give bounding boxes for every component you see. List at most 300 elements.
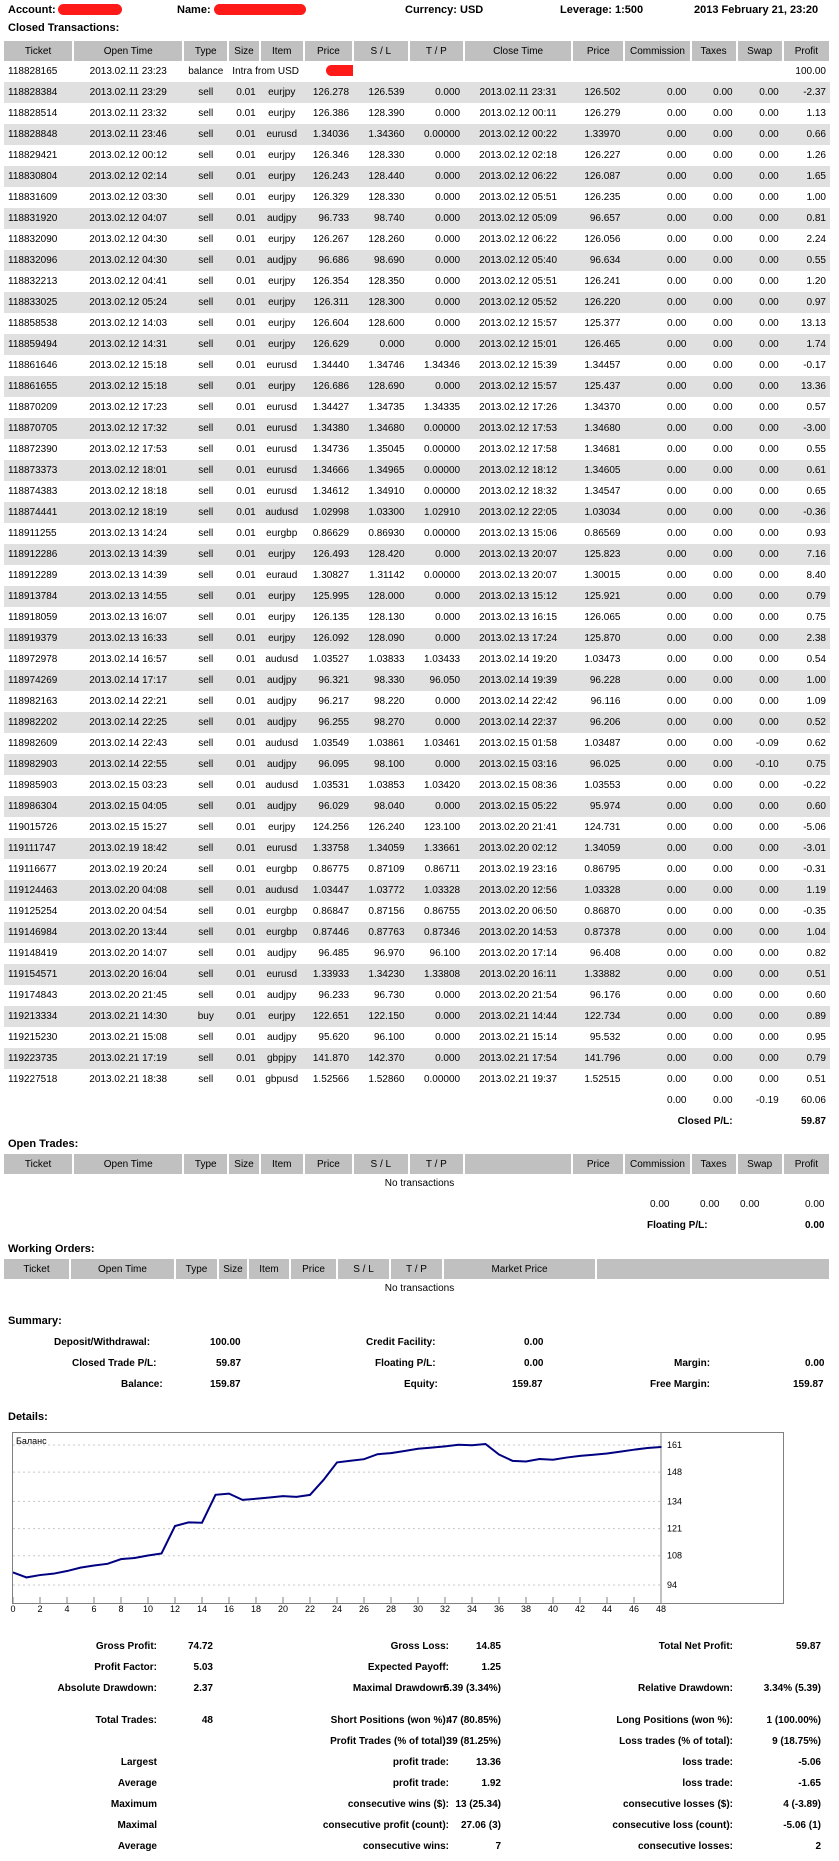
cell: eurusd: [260, 460, 304, 481]
cell: 118828848: [4, 124, 73, 145]
cell: 0.01: [236, 570, 256, 581]
cell: 119223735: [4, 1048, 73, 1069]
free-margin-value: 159.87: [793, 1379, 824, 1390]
summary-floating-label: Floating P/L:: [375, 1358, 436, 1369]
cell: -3.00: [783, 418, 830, 439]
cell: 0.000: [435, 696, 461, 707]
cell: 0.000: [353, 334, 409, 355]
cell: 2013.02.13 17:24: [464, 628, 572, 649]
column-header: Market Price: [443, 1259, 596, 1279]
open-trades-title: Open Trades:: [8, 1138, 79, 1150]
balance-point: [606, 1453, 608, 1455]
column-header: Commission: [624, 1154, 690, 1174]
cell: 0.62: [806, 738, 826, 749]
cell: 96.217: [318, 696, 350, 707]
cell: 128.390: [368, 108, 405, 119]
cell: 0.00: [713, 780, 733, 791]
cell: 2013.02.14 19:20: [479, 654, 558, 665]
cell: 128.600: [368, 318, 405, 329]
closed-pl-row: [4, 1111, 830, 1132]
cell: 0.00: [667, 738, 687, 749]
cell: 2013.02.20 21:41: [479, 822, 558, 833]
cell: 118832096: [4, 250, 73, 271]
cell: 0.00000: [409, 460, 465, 481]
table-row: [4, 691, 830, 712]
cell: 0.00: [737, 124, 783, 145]
cell: 0.00: [691, 838, 737, 859]
balance-point: [282, 1495, 284, 1497]
margin-label: Margin:: [674, 1358, 711, 1369]
cell: 118861655: [4, 376, 73, 397]
cell: 122.651: [304, 1006, 353, 1027]
cell: 2013.02.12 18:01: [73, 460, 183, 481]
cell: 96.255: [304, 712, 353, 733]
cell: sell: [183, 124, 228, 145]
column-header: Profit: [783, 1154, 830, 1174]
balance-point: [377, 1453, 379, 1455]
balance-point: [485, 1443, 487, 1445]
cell: 0.00: [624, 670, 690, 691]
cell: 2013.02.20 12:56: [464, 880, 572, 901]
cell: 119215230: [8, 1032, 58, 1043]
cell: 2013.02.12 18:18: [89, 486, 168, 497]
cell: 0.000: [409, 586, 465, 607]
totals-row: [4, 1090, 830, 1111]
table-row: [4, 187, 830, 208]
cell: 128.690: [353, 376, 409, 397]
balance-point: [228, 1493, 230, 1495]
total-net-profit-value: 59.87: [795, 1641, 821, 1652]
cell: 2013.02.12 02:14: [73, 166, 183, 187]
cell: 0.00: [759, 906, 779, 917]
deposit-value: 100.00: [210, 1337, 241, 1348]
cell: 98.270: [353, 712, 409, 733]
largest-lt-value: -5.06: [798, 1757, 821, 1768]
balance-chart-frame: [12, 1432, 784, 1604]
cell: sell: [198, 150, 214, 161]
cell: 1.13: [806, 108, 826, 119]
x-tick-label: 6: [91, 1604, 97, 1614]
cell: 0.00000: [409, 124, 465, 145]
cell: 0.00: [737, 292, 783, 313]
cell: 0.00: [713, 360, 733, 371]
avg-cw-value: 7: [495, 1841, 501, 1852]
cell: 118985903: [8, 780, 58, 791]
y-tick-label: 148: [667, 1467, 683, 1478]
cell: sell: [183, 418, 228, 439]
cell: 1.34965: [353, 460, 409, 481]
cell: 118873373: [4, 460, 73, 481]
cell: eurjpy: [260, 292, 304, 313]
table-row: [4, 1048, 830, 1069]
cell: 2013.02.12 00:11: [479, 108, 557, 119]
cell: 0.00: [667, 318, 687, 329]
x-tick-label: 8: [118, 1604, 124, 1614]
cell: 2013.02.14 22:55: [73, 754, 183, 775]
cell: 126.056: [584, 234, 621, 245]
cell: sell: [198, 780, 214, 791]
balance-point: [93, 1565, 95, 1567]
cell: 1.00: [783, 670, 830, 691]
cell: [4, 1111, 624, 1132]
column-header: T / P: [409, 41, 465, 61]
x-tick-label: 24: [331, 1604, 342, 1614]
cell: 118874441: [4, 502, 73, 523]
cell: 2013.02.20 04:54: [89, 906, 168, 917]
cell: 0.51: [783, 964, 830, 985]
cell: 0.00: [737, 628, 783, 649]
average-pt-value: 1.92: [481, 1778, 501, 1789]
cell: 0.00: [691, 964, 737, 985]
cell: 0.00: [737, 460, 783, 481]
cell: 2013.02.12 05:24: [73, 292, 183, 313]
cell: sell: [198, 822, 214, 833]
cell: -0.10: [737, 754, 783, 775]
cell: 125.870: [572, 628, 624, 649]
cell: sell: [183, 166, 228, 187]
cell: 118912289: [8, 570, 58, 581]
table-row: [4, 1027, 830, 1048]
cell: 119015726: [8, 822, 58, 833]
balance-comment: Intra from USD: [232, 66, 299, 77]
cell: 2013.02.20 16:11: [464, 964, 572, 985]
cell: 0.000: [435, 108, 461, 119]
credit-value: 0.00: [524, 1337, 544, 1348]
x-tick-label: 46: [628, 1604, 639, 1614]
cell: 2013.02.20 21:45: [89, 990, 168, 1001]
maxl-cp-label: consecutive profit (count):: [322, 1820, 449, 1831]
cell: 0.00: [667, 276, 687, 287]
table-row: [4, 229, 830, 250]
cell: 0.00: [624, 628, 690, 649]
cell: 2013.02.12 00:22: [464, 124, 572, 145]
column-header: Size: [228, 1154, 259, 1174]
cell: 1.34335: [423, 402, 461, 413]
cell: sell: [198, 1032, 214, 1043]
cell: sell: [198, 948, 214, 959]
cell: -0.22: [803, 780, 826, 791]
cell: 0.00: [624, 838, 690, 859]
max-cw-value: 13 (25.34): [455, 1799, 501, 1810]
cell: 1.34036: [304, 124, 353, 145]
largest-pt-value: 13.36: [475, 1757, 501, 1768]
closed-transactions-title: Closed Transactions:: [8, 22, 120, 34]
cell: 126.087: [572, 166, 624, 187]
cell: 1.26: [806, 150, 826, 161]
closed-trade-pl-value: 59.87: [216, 1358, 242, 1369]
table-row: [4, 670, 830, 691]
cell: 0.00: [667, 906, 687, 917]
cell: 0.01: [236, 906, 256, 917]
cell: 1.34681: [584, 444, 621, 455]
cell: 2013.02.11 23:31: [464, 82, 572, 103]
cell: 0.97: [783, 292, 830, 313]
cell: 2013.02.13 14:39: [89, 570, 168, 581]
cell: 96.970: [373, 948, 405, 959]
balance-point: [107, 1563, 109, 1565]
cell: sell: [198, 1074, 214, 1085]
largest-pt-label: profit trade:: [392, 1757, 449, 1768]
cell: 96.733: [304, 208, 353, 229]
cell: 0.54: [806, 654, 826, 665]
cell: 1.33970: [572, 124, 624, 145]
cell: 2013.02.14 17:17: [73, 670, 183, 691]
cell: 96.025: [572, 754, 624, 775]
balance-point: [174, 1525, 176, 1527]
cell: audjpy: [260, 670, 304, 691]
cell: 96.730: [373, 990, 405, 1001]
cell: 0.87346: [409, 922, 465, 943]
cell: 1.34666: [304, 460, 353, 481]
gross-loss-value: 14.85: [475, 1641, 501, 1652]
cell: 0.000: [409, 292, 465, 313]
cell: eurjpy: [268, 822, 296, 833]
cell: 126.220: [572, 292, 624, 313]
loss-trades-label: Loss trades (% of total):: [619, 1736, 733, 1747]
cell: 95.532: [589, 1032, 621, 1043]
total-swap: -0.19: [755, 1095, 779, 1106]
cell: 0.01: [228, 292, 259, 313]
cell: sell: [198, 192, 214, 203]
cell: 0.75: [783, 754, 830, 775]
cell: 0.66: [783, 124, 830, 145]
cell: 0.01: [236, 486, 256, 497]
table-row: [4, 124, 830, 145]
cell: -0.35: [803, 906, 826, 917]
open-trades-empty: No transactions: [384, 1178, 455, 1189]
cell: 98.100: [353, 754, 409, 775]
cell: 0.00: [759, 528, 779, 539]
cell: 0.000: [435, 318, 461, 329]
cell: 0.01: [236, 780, 256, 791]
column-header: Taxes: [691, 41, 737, 61]
cell: 0.00: [624, 880, 690, 901]
cell: 0.00: [737, 82, 783, 103]
cell: 119116677: [8, 864, 57, 875]
x-tick-label: 4: [64, 1604, 70, 1614]
cell: 1.52860: [368, 1074, 405, 1085]
cell: 95.620: [318, 1032, 350, 1043]
table-row: [4, 460, 830, 481]
cell: 1.03447: [304, 880, 353, 901]
cell: 0.01: [228, 964, 259, 985]
cell: 118832090: [8, 234, 58, 245]
y-tick-label: 108: [667, 1550, 683, 1561]
cell: 0.00000: [423, 486, 461, 497]
cell: 0.00: [759, 360, 779, 371]
cell: 0.00: [713, 612, 733, 623]
table-row: [4, 712, 830, 733]
cell: 0.00: [713, 318, 733, 329]
cell: 0.00: [691, 670, 737, 691]
cell: audjpy: [267, 990, 297, 1001]
cell: 0.000: [409, 712, 465, 733]
cell: 0.86755: [423, 906, 461, 917]
cell: 1.04: [783, 922, 830, 943]
cell: 1.03833: [368, 654, 405, 665]
chart-title: Баланс: [16, 1436, 47, 1446]
cell: 126.386: [312, 108, 350, 119]
cell: 0.00: [624, 166, 690, 187]
cell: 2013.02.12 17:26: [479, 402, 558, 413]
cell: 0.01: [228, 754, 259, 775]
cell: 118982903: [4, 754, 73, 775]
cell: 2013.02.21 19:37: [479, 1074, 558, 1085]
cell: 119125254: [8, 906, 58, 917]
cell: 2013.02.20 17:14: [479, 948, 558, 959]
balance-point: [660, 1446, 662, 1448]
cell: 2013.02.15 04:05: [73, 796, 183, 817]
cell: 0.00: [759, 276, 779, 287]
cell: 95.974: [572, 796, 624, 817]
cell: 119227518: [8, 1074, 58, 1085]
closed-pl-value: 59.87: [800, 1116, 826, 1127]
cell: 128.130: [368, 612, 405, 623]
cell: eurjpy: [268, 612, 296, 623]
cell: 0.01: [228, 586, 259, 607]
cell: 0.00: [737, 670, 783, 691]
avg-cw-label: consecutive wins:: [362, 1841, 449, 1852]
table-row: [4, 418, 830, 439]
table-row: [4, 733, 830, 754]
cell: 1.09: [806, 696, 826, 707]
cell: sell: [183, 250, 228, 271]
balance-point: [39, 1574, 41, 1576]
cell: 2013.02.15 03:16: [464, 754, 572, 775]
cell: 0.000: [409, 628, 465, 649]
cell: 0.00: [737, 964, 783, 985]
report-header: [0, 0, 839, 20]
cell: 0.00: [667, 1074, 687, 1085]
column-header: Close Time: [464, 41, 572, 61]
cell: 0.00: [713, 1074, 733, 1085]
cell: 2013.02.19 20:24: [89, 864, 168, 875]
short-positions-label: Short Positions (won %):: [330, 1715, 449, 1726]
cell: 0.00: [691, 208, 737, 229]
details-title: Details:: [8, 1411, 48, 1423]
cell: 2013.02.20 13:44: [73, 922, 183, 943]
cell: 0.00: [713, 738, 733, 749]
cell: sell: [198, 486, 214, 497]
cell: 0.00: [759, 570, 779, 581]
name-label: Name:: [177, 4, 211, 16]
cell: 0.00: [624, 964, 690, 985]
maximum-row-label: Maximum: [110, 1799, 157, 1810]
cell: 0.00: [759, 444, 779, 455]
cell: 0.000: [409, 754, 465, 775]
cell: 0.000: [409, 208, 465, 229]
cell: 0.000: [435, 990, 461, 1001]
cell: 0.87763: [353, 922, 409, 943]
cell: 0.01: [228, 250, 259, 271]
cell: 2013.02.20 06:50: [479, 906, 558, 917]
balance-point: [53, 1573, 55, 1575]
cell: 0.00: [713, 696, 733, 707]
cell: 2013.02.12 17:53: [464, 418, 572, 439]
cell: 96.408: [589, 948, 621, 959]
cell: 1.34059: [572, 838, 624, 859]
cell: eurjpy: [260, 376, 304, 397]
cell: 0.00: [624, 754, 690, 775]
cell: eurjpy: [268, 318, 296, 329]
cell: 2013.02.12 15:18: [73, 376, 183, 397]
cell: 98.690: [353, 250, 409, 271]
cell: 2013.02.12 15:57: [479, 318, 558, 329]
cell: 0.01: [236, 696, 256, 707]
cell: 0.01: [236, 1074, 256, 1085]
cell: sell: [183, 796, 228, 817]
cell: sell: [198, 696, 214, 707]
cell: 2013.02.13 20:07: [479, 570, 558, 581]
cell: 2013.02.12 18:32: [479, 486, 558, 497]
cell: 0.00: [667, 990, 687, 1001]
cell: 118972978: [8, 654, 58, 665]
table-row: [4, 838, 830, 859]
cell: 98.220: [373, 696, 405, 707]
cell: 0.01: [228, 418, 259, 439]
cell: 0.00: [667, 612, 687, 623]
cell: audjpy: [267, 1032, 297, 1043]
closed-transactions-table: [4, 41, 831, 1132]
cell: sell: [198, 276, 214, 287]
cell: 0.00: [667, 150, 687, 161]
column-header: Size: [218, 1259, 248, 1279]
cell: 0.00: [713, 150, 733, 161]
equity-label: Equity:: [404, 1379, 438, 1390]
cell: 8.40: [806, 570, 826, 581]
table-row: [4, 355, 830, 376]
cell: 0.000: [409, 796, 465, 817]
cell: 0.01: [228, 376, 259, 397]
open-commission-total: 0.00: [650, 1199, 670, 1210]
cell: 0.86569: [584, 528, 621, 539]
cell: 126.539: [353, 82, 409, 103]
balance-point: [498, 1454, 500, 1456]
cell: 0.00: [667, 822, 687, 833]
avg-cl-label: consecutive losses:: [637, 1841, 733, 1852]
column-header: Ticket: [4, 41, 73, 61]
cell: 0.00: [667, 444, 687, 455]
open-trades-header: [4, 1154, 830, 1174]
x-tick-label: 16: [223, 1604, 234, 1614]
cell: 2013.02.19 18:42: [73, 838, 183, 859]
table-row: [4, 775, 830, 796]
cell: eurgbp: [260, 922, 304, 943]
column-header: S / L: [353, 41, 409, 61]
cell: 0.01: [236, 654, 256, 665]
balance-point: [390, 1452, 392, 1454]
cell: 0.01: [228, 502, 259, 523]
cell: sell: [183, 208, 228, 229]
cell: 2013.02.12 05:40: [464, 250, 572, 271]
column-header: Type: [183, 1154, 228, 1174]
cell: 0.00: [759, 822, 779, 833]
cell: 124.731: [584, 822, 621, 833]
cell: audjpy: [260, 796, 304, 817]
cell: eurjpy: [260, 628, 304, 649]
balance-line: [13, 1444, 661, 1577]
column-header: Price: [290, 1259, 337, 1279]
table-row: [4, 61, 830, 82]
column-header: Item: [248, 1259, 290, 1279]
y-tick-label: 94: [667, 1580, 678, 1590]
y-tick-label: 134: [667, 1496, 683, 1507]
cell: 96.634: [572, 250, 624, 271]
cell: 2013.02.13 15:06: [479, 528, 558, 539]
cell: 1.34680: [572, 418, 624, 439]
balance-point: [458, 1444, 460, 1446]
cell: 0.00: [737, 922, 783, 943]
